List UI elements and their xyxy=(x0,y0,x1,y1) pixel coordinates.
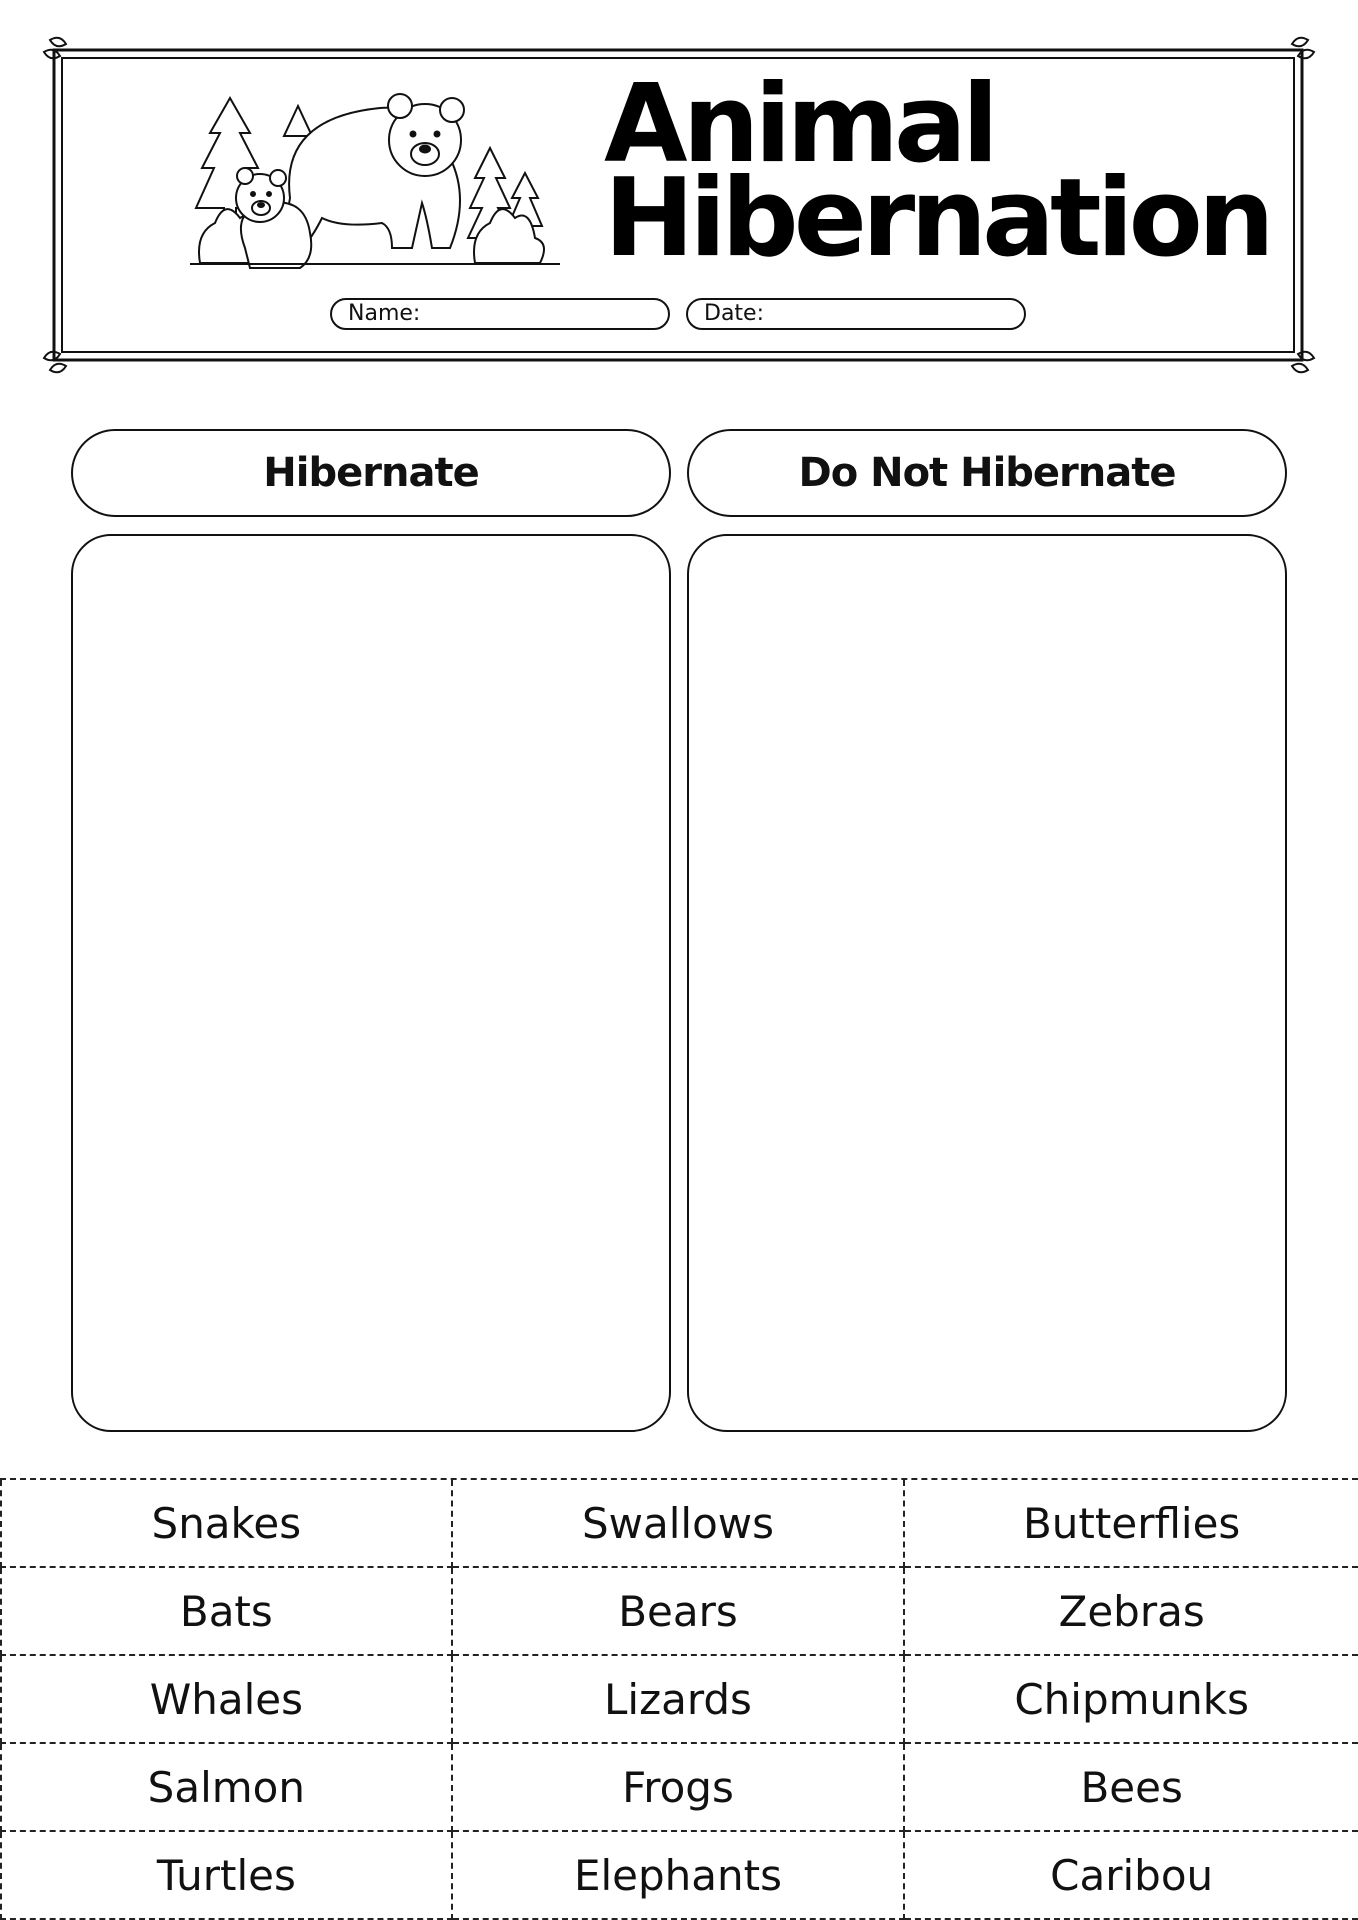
title-line-hibernation: Hibernation xyxy=(604,156,1270,281)
do-not-hibernate-header: Do Not Hibernate xyxy=(687,429,1287,517)
animal-card[interactable]: Turtles xyxy=(0,1832,453,1920)
bears-illustration-icon xyxy=(190,88,560,278)
animal-card[interactable]: Bees xyxy=(905,1744,1358,1832)
hibernate-drop-area[interactable] xyxy=(71,534,671,1432)
animal-card[interactable]: Snakes xyxy=(0,1480,453,1568)
title-line-animal: Animal xyxy=(604,62,994,187)
animal-card[interactable]: Caribou xyxy=(905,1832,1358,1920)
animal-card[interactable]: Lizards xyxy=(453,1656,906,1744)
animal-card[interactable]: Elephants xyxy=(453,1832,906,1920)
name-field[interactable] xyxy=(330,298,670,330)
animal-card[interactable]: Frogs xyxy=(453,1744,906,1832)
animal-card[interactable]: Bears xyxy=(453,1568,906,1656)
animal-card[interactable]: Zebras xyxy=(905,1568,1358,1656)
name-label: Name: xyxy=(348,301,421,326)
animal-card[interactable]: Salmon xyxy=(0,1744,453,1832)
do-not-hibernate-drop-area[interactable] xyxy=(687,534,1287,1432)
hibernate-header: Hibernate xyxy=(71,429,671,517)
animal-card[interactable]: Chipmunks xyxy=(905,1656,1358,1744)
date-field[interactable] xyxy=(686,298,1026,330)
worksheet-title xyxy=(604,62,1270,281)
animal-card[interactable]: Whales xyxy=(0,1656,453,1744)
animal-card[interactable]: Butterflies xyxy=(905,1480,1358,1568)
animal-card[interactable]: Bats xyxy=(0,1568,453,1656)
animal-cards-grid xyxy=(0,1478,1358,1920)
animal-card[interactable]: Swallows xyxy=(453,1480,906,1568)
date-label: Date: xyxy=(704,301,764,326)
